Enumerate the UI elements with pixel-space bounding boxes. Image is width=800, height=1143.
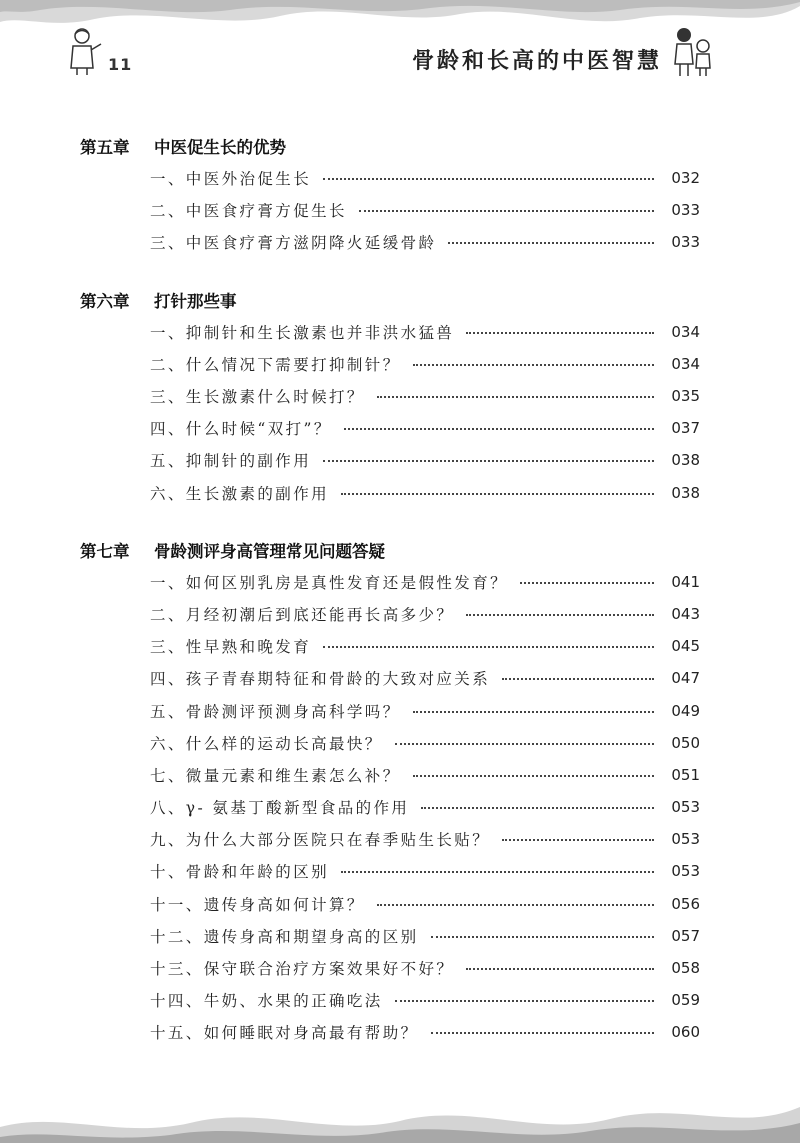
entry-page: 035 (671, 387, 700, 406)
dot-leader (377, 904, 654, 906)
entry-page: 034 (671, 354, 700, 373)
entry-page: 049 (671, 701, 700, 720)
toc-entry[interactable] (150, 477, 700, 509)
chapter-title: 中医促生长的优势 (154, 138, 286, 157)
dot-leader (448, 242, 654, 244)
dot-leader (466, 968, 654, 970)
entry-page: 056 (671, 894, 700, 913)
chapter-5 (80, 130, 700, 259)
toc-entry[interactable] (150, 1016, 700, 1048)
dot-leader (344, 428, 654, 430)
entry-title: 七、微量元素和维生素怎么补？ (150, 766, 401, 785)
entry-title: 五、骨龄测评预测身高科学吗？ (150, 702, 401, 721)
chapter-6 (80, 284, 700, 509)
dot-leader (395, 1000, 654, 1002)
entry-page: 058 (671, 959, 700, 978)
toc-entry[interactable] (150, 348, 700, 380)
table-of-contents (80, 130, 700, 1074)
entry-page: 057 (671, 926, 700, 945)
chapter-heading (80, 284, 700, 316)
entry-title: 二、什么情况下需要打抑制针？ (150, 355, 401, 374)
toc-entry[interactable] (150, 444, 700, 476)
dot-leader (466, 614, 654, 616)
entry-title: 九、为什么大部分医院只在春季贴生长贴？ (150, 831, 491, 850)
entry-title: 十一、遗传身高如何计算？ (150, 895, 365, 914)
entry-title: 一、如何区别乳房是真性发育还是假性发育？ (150, 573, 509, 592)
dot-leader (413, 364, 654, 366)
entry-page: 033 (671, 201, 700, 220)
toc-entry[interactable] (150, 630, 700, 662)
dot-leader (502, 678, 654, 680)
toc-entry[interactable] (150, 662, 700, 694)
toc-entry[interactable] (150, 791, 700, 823)
chapter-heading (80, 130, 700, 162)
toc-entry[interactable] (150, 566, 700, 598)
dot-leader (431, 1032, 654, 1034)
dot-leader (359, 210, 654, 212)
dot-leader (395, 743, 654, 745)
bottom-wave-decoration (0, 1093, 800, 1143)
entry-page: 034 (671, 322, 700, 341)
toc-entry[interactable] (150, 694, 700, 726)
dot-leader (421, 807, 654, 809)
toc-entry[interactable] (150, 823, 700, 855)
entry-title: 十五、如何睡眠对身高最有帮助？ (150, 1024, 419, 1043)
entry-page: 045 (671, 637, 700, 656)
entry-title: 十三、保守联合治疗方案效果好不好？ (150, 960, 455, 979)
toc-entry[interactable] (150, 984, 700, 1016)
entry-title: 二、中医食疗膏方促生长 (150, 202, 347, 221)
toc-entry[interactable] (150, 920, 700, 952)
entry-page: 033 (671, 233, 700, 252)
toc-entry[interactable] (150, 412, 700, 444)
entry-title: 六、什么样的运动长高最快？ (150, 734, 383, 753)
chapter-number: 第七章 (80, 541, 130, 561)
entry-page: 041 (671, 572, 700, 591)
chapter-7 (80, 534, 700, 1049)
entry-title: 二、月经初潮后到底还能再长高多少？ (150, 605, 455, 624)
entry-page: 053 (671, 798, 700, 817)
page-number: 11 (108, 55, 133, 74)
toc-entry[interactable] (150, 759, 700, 791)
entry-page: 050 (671, 733, 700, 752)
dot-leader (341, 493, 654, 495)
entry-title: 三、生长激素什么时候打？ (150, 388, 365, 407)
chapter-number: 第五章 (80, 138, 130, 157)
dot-leader (377, 396, 654, 398)
children-illustration (670, 26, 714, 78)
entry-page: 038 (671, 451, 700, 470)
dot-leader (520, 582, 654, 584)
toc-entry[interactable] (150, 727, 700, 759)
dot-leader (502, 839, 654, 841)
dot-leader (413, 775, 654, 777)
entry-title: 五、抑制针的副作用 (150, 452, 312, 471)
chapter-heading (80, 534, 700, 566)
dot-leader (413, 711, 654, 713)
dot-leader (323, 646, 654, 648)
dot-leader (341, 871, 654, 873)
entry-page: 043 (671, 604, 700, 623)
toc-entry[interactable] (150, 194, 700, 226)
entry-page: 037 (671, 419, 700, 438)
entry-title: 一、中医外治促生长 (150, 170, 312, 189)
entry-title: 十二、遗传身高和期望身高的区别 (150, 927, 419, 946)
entry-title: 一、抑制针和生长激素也并非洪水猛兽 (150, 323, 455, 342)
doctor-illustration (64, 26, 106, 76)
entry-title: 十、骨龄和年龄的区别 (150, 863, 330, 882)
entry-page: 060 (671, 1023, 700, 1042)
entry-page: 053 (671, 830, 700, 849)
entry-title: 八、γ- 氨基丁酸新型食品的作用 (150, 799, 410, 818)
entry-page: 053 (671, 862, 700, 881)
entry-page: 032 (671, 169, 700, 188)
chapter-number: 第六章 (80, 291, 130, 311)
entry-title: 三、中医食疗膏方滋阴降火延缓骨龄 (150, 234, 437, 253)
chapter-title: 骨龄测评身高管理常见问题答疑 (154, 541, 385, 561)
toc-entry[interactable] (150, 598, 700, 630)
dot-leader (323, 178, 654, 180)
toc-entry[interactable] (150, 952, 700, 984)
toc-entry[interactable] (150, 226, 700, 258)
entry-title: 十四、牛奶、水果的正确吃法 (150, 992, 383, 1011)
toc-entry[interactable] (150, 888, 700, 920)
chapter-title: 打针那些事 (154, 291, 237, 311)
entry-page: 051 (671, 765, 700, 784)
toc-entry[interactable] (150, 855, 700, 887)
book-title: 骨龄和长高的中医智慧 (411, 49, 662, 74)
dot-leader (323, 460, 654, 462)
entry-title: 三、性早熟和晚发育 (150, 638, 312, 657)
dot-leader (466, 332, 654, 334)
entry-page: 047 (671, 669, 700, 688)
toc-entry[interactable] (150, 162, 700, 194)
entry-page: 038 (671, 483, 700, 502)
entry-title: 四、什么时候“双打”？ (150, 420, 332, 439)
toc-entry[interactable] (150, 316, 700, 348)
entry-page: 059 (671, 991, 700, 1010)
dot-leader (431, 936, 654, 938)
entry-title: 四、孩子青春期特征和骨龄的大致对应关系 (150, 670, 491, 689)
entry-title: 六、生长激素的副作用 (150, 484, 330, 503)
toc-entry[interactable] (150, 380, 700, 412)
